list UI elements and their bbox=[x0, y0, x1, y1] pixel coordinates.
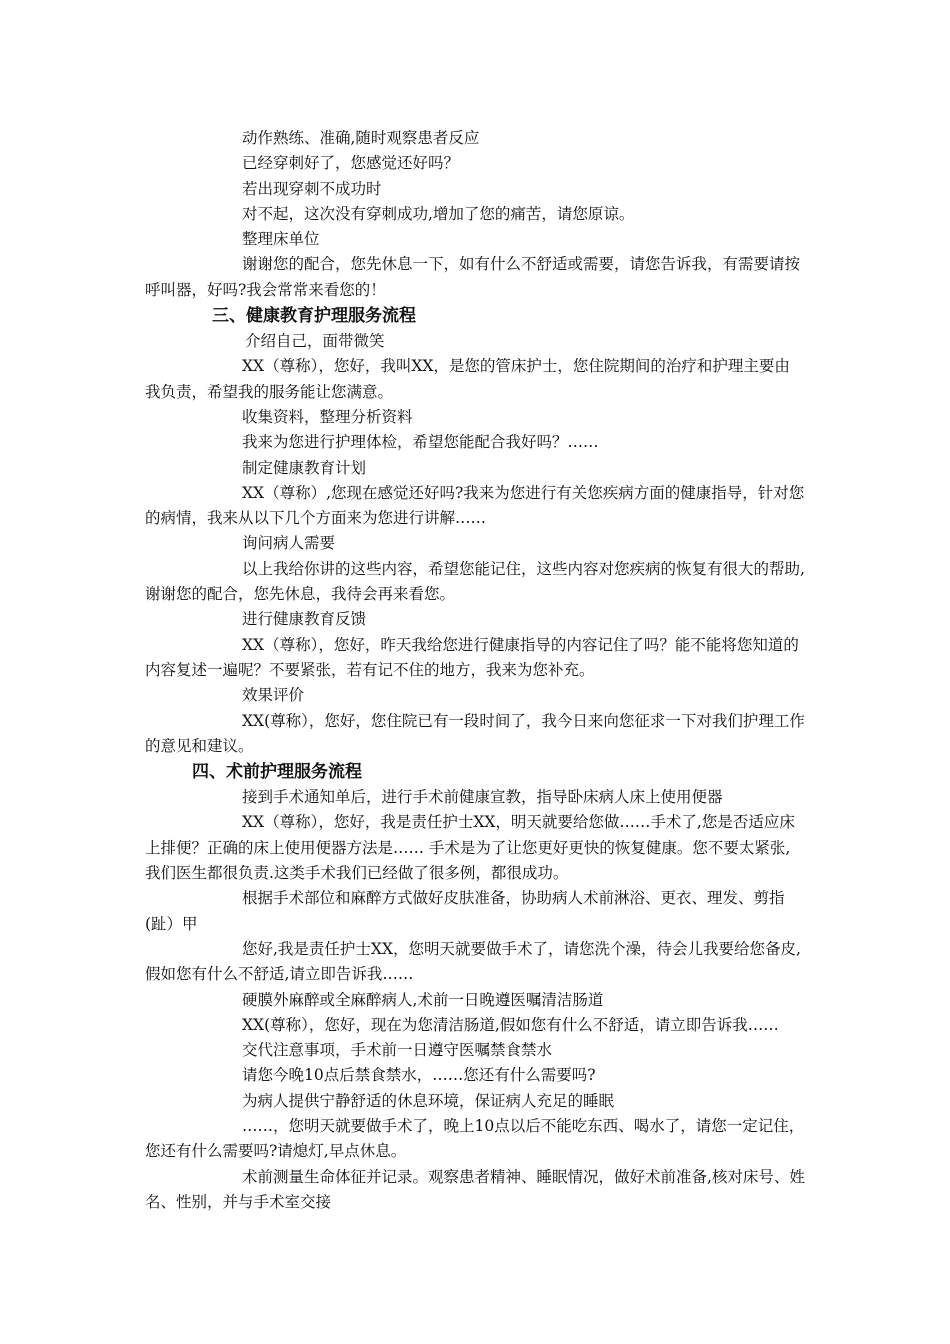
paragraph: ……，您明天就要做手术了，晚上10点以后不能吃东西、喝水了，请您一定记住，您还有什么需要吗?请熄灯,早点休息。 bbox=[145, 1116, 805, 1161]
paragraph: 收集资料，整理分析资料 bbox=[242, 407, 413, 426]
paragraph: 为病人提供宁静舒适的休息环境，保证病人充足的睡眠 bbox=[242, 1091, 615, 1110]
paragraph: XX（尊称），您好，我叫XX，是您的管床护士，您住院期间的治疗和护理主要由我负责，希望我的服务能让您满意。 bbox=[145, 357, 790, 401]
paragraph: 已经穿刺好了，您感觉还好吗？ bbox=[242, 154, 460, 173]
paragraph: 术前测量生命体征并记录。观察患者精神、睡眠情况，做好术前准备,核对床号、姓名、性别，并与手术室交接 bbox=[145, 1167, 805, 1211]
paragraph: 询问病人需要 bbox=[242, 534, 336, 553]
paragraph: XX（尊称），您好，我是责任护士XX，明天就要给您做……手术了,您是否适应床上排便？正确的床上使用便器方法是…… 手术是为了让您更好更快的恢复健康。您不要太紧张,我们医生都很负责.这类手术我们已经做了很多例，都很成功。 bbox=[145, 813, 795, 883]
paragraph: 制定健康教育计划 bbox=[242, 458, 367, 477]
paragraph: XX(尊称），您好，您住院已有一段时间了，我今日来向您征求一下对我们护理工作的意见和建议。 bbox=[145, 711, 805, 755]
paragraph: 以上我给你讲的这些内容，希望您能记住，这些内容对您疾病的恢复有很大的帮助,谢谢您的配合，您先休息，我待会再来看您。 bbox=[145, 559, 805, 604]
paragraph: XX（尊称）,您现在感觉还好吗?我来为您进行有关您疾病方面的健康指导，针对您的病情，我来从以下几个方面来为您进行讲解…… bbox=[145, 483, 805, 528]
paragraph: 谢谢您的配合，您先休息一下，如有什么不舒适或需要，请您告诉我，有需要请按呼叫器，好吗?我会常常来看您的！ bbox=[145, 255, 801, 299]
paragraph: 交代注意事项，手术前一日遵守医嘱禁食禁水 bbox=[242, 1041, 553, 1060]
paragraph: 若出现穿刺不成功时 bbox=[242, 179, 382, 198]
section-heading-3: 三、健康教育护理服务流程 bbox=[212, 306, 416, 327]
document-body bbox=[145, 126, 805, 1215]
paragraph: XX(尊称），您好，现在为您清洁肠道,假如您有什么不舒适，请立即告诉我…… bbox=[242, 1015, 779, 1034]
paragraph: 您好,我是责任护士XX，您明天就要做手术了，请您洗个澡，待会儿我要给您备皮,假如您有什么不舒适,请立即告诉我…… bbox=[145, 939, 801, 984]
paragraph: 根据手术部位和麻醉方式做好皮肤准备，协助病人术前淋浴、更衣、理发、剪指(趾）甲 bbox=[145, 889, 785, 933]
paragraph: 硬膜外麻醉或全麻醉病人,术前一日晚遵医嘱清洁肠道 bbox=[242, 990, 604, 1009]
paragraph: 动作熟练、准确,随时观察患者反应 bbox=[242, 129, 480, 147]
paragraph: 介绍自己，面带微笑 bbox=[245, 332, 385, 351]
paragraph: 接到手术通知单后，进行手术前健康宣教，指导卧床病人床上使用便器 bbox=[242, 788, 723, 807]
paragraph: 我来为您进行护理体检，希望您能配合我好吗？…… bbox=[242, 433, 599, 452]
paragraph: 整理床单位 bbox=[242, 230, 320, 249]
paragraph: 请您今晚10点后禁食禁水，……您还有什么需要吗? bbox=[242, 1066, 596, 1085]
paragraph: 进行健康教育反馈 bbox=[242, 610, 367, 629]
section-heading-4: 四、术前护理服务流程 bbox=[192, 762, 362, 783]
paragraph: 效果评价 bbox=[242, 686, 305, 705]
paragraph: 对不起，这次没有穿刺成功,增加了您的痛苦，请您原谅。 bbox=[242, 204, 635, 223]
paragraph: XX（尊称），您好，昨天我给您进行健康指导的内容记住了吗？能不能将您知道的内容复述一遍呢？不要紧张，若有记不住的地方，我来为您补充。 bbox=[145, 635, 799, 679]
